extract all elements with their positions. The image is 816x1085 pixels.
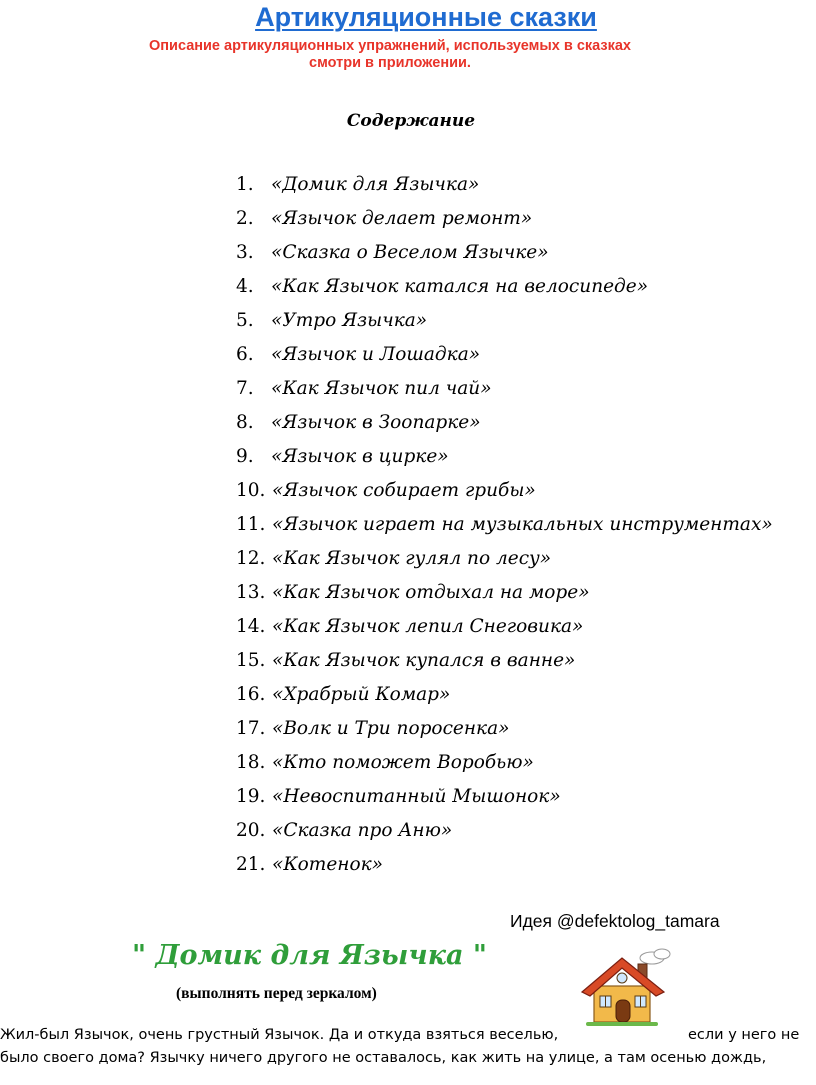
toc-item-title: «Домик для Язычка» [271, 174, 480, 195]
toc-item-number: 19. [236, 786, 266, 807]
toc-item-number: 2. [236, 208, 254, 229]
toc-item [236, 408, 773, 442]
toc-item [236, 612, 773, 646]
toc-item-number: 12. [236, 548, 266, 569]
toc-item-title: «Язычок и Лошадка» [271, 344, 481, 365]
toc-item-number: 10. [236, 480, 266, 501]
story-note: (выполнять перед зеркалом) [176, 985, 377, 1002]
toc-item-title: «Язычок в Зоопарке» [271, 412, 481, 433]
toc-item-number: 13. [236, 582, 266, 603]
story-title: " Домик для Язычка " [132, 940, 487, 971]
toc-item [236, 544, 773, 578]
toc-item [236, 476, 773, 510]
toc-item-title: «Как Язычок пил чай» [271, 378, 492, 399]
toc-item-number: 20. [236, 820, 266, 841]
toc-item [236, 238, 773, 272]
toc-item-title: «Утро Язычка» [271, 310, 428, 331]
subtitle-note: Описание артикуляционных упражнений, используемых в сказках смотри в приложении. [149, 38, 631, 71]
toc-item-title: «Язычок играет на музыкальных инструментах» [272, 514, 773, 535]
toc-item [236, 850, 773, 884]
toc-item [236, 340, 773, 374]
story-text-line-1-end: если у него не [688, 1027, 800, 1043]
toc-heading: Содержание [346, 111, 476, 131]
toc-item-number: 5. [236, 310, 254, 331]
story-text-line-2: было своего дома? Язычку ничего другого не оставалось, как жить на улице, а там осенью дождь, [0, 1050, 767, 1066]
toc-list [236, 170, 773, 884]
toc-item [236, 170, 773, 204]
toc-item-title: «Как Язычок купался в ванне» [272, 650, 576, 671]
toc-item-number: 1. [236, 174, 254, 195]
toc-item [236, 306, 773, 340]
toc-item-number: 11. [236, 514, 266, 535]
toc-item-number: 17. [236, 718, 266, 739]
toc-item-number: 3. [236, 242, 254, 263]
toc-item-title: «Как Язычок отдыхал на море» [272, 582, 590, 603]
toc-item [236, 510, 773, 544]
toc-item-title: «Невоспитанный Мышонок» [272, 786, 561, 807]
toc-item-number: 14. [236, 616, 266, 637]
credit-text: Идея @defektolog_tamara [510, 911, 720, 931]
toc-item-number: 7. [236, 378, 254, 399]
toc-item-title: «Как Язычок гулял по лесу» [272, 548, 552, 569]
toc-item-title: «Язычок в цирке» [271, 446, 449, 467]
page-title: Артикуляционные сказки [255, 2, 597, 32]
toc-item-number: 4. [236, 276, 254, 297]
toc-item-title: «Как Язычок лепил Снеговика» [272, 616, 584, 637]
toc-item [236, 442, 773, 476]
toc-item-title: «Котенок» [272, 854, 383, 875]
toc-item [236, 374, 773, 408]
toc-item-number: 9. [236, 446, 254, 467]
toc-item-number: 16. [236, 684, 266, 705]
toc-item [236, 714, 773, 748]
toc-item-number: 18. [236, 752, 266, 773]
toc-item-title: «Как Язычок катался на велосипеде» [271, 276, 649, 297]
toc-item-title: «Кто поможет Воробью» [272, 752, 534, 773]
toc-item-number: 8. [236, 412, 254, 433]
toc-item [236, 204, 773, 238]
toc-item-number: 6. [236, 344, 254, 365]
story-text-line-1: Жил-был Язычок, очень грустный Язычок. Да и откуда взяться веселью, [0, 1027, 559, 1043]
toc-item [236, 816, 773, 850]
toc-item-number: 21. [236, 854, 266, 875]
toc-item [236, 646, 773, 680]
toc-item [236, 748, 773, 782]
toc-item-title: «Волк и Три поросенка» [272, 718, 510, 739]
toc-item [236, 680, 773, 714]
toc-item-title: «Сказка про Аню» [272, 820, 453, 841]
toc-item [236, 782, 773, 816]
toc-item-number: 15. [236, 650, 266, 671]
toc-item-title: «Сказка о Веселом Язычке» [271, 242, 549, 263]
toc-item-title: «Язычок делает ремонт» [271, 208, 533, 229]
toc-item-title: «Храбрый Комар» [272, 684, 451, 705]
toc-item [236, 578, 773, 612]
toc-item [236, 272, 773, 306]
toc-item-title: «Язычок собирает грибы» [272, 480, 536, 501]
house-illustration-icon [572, 948, 676, 1028]
